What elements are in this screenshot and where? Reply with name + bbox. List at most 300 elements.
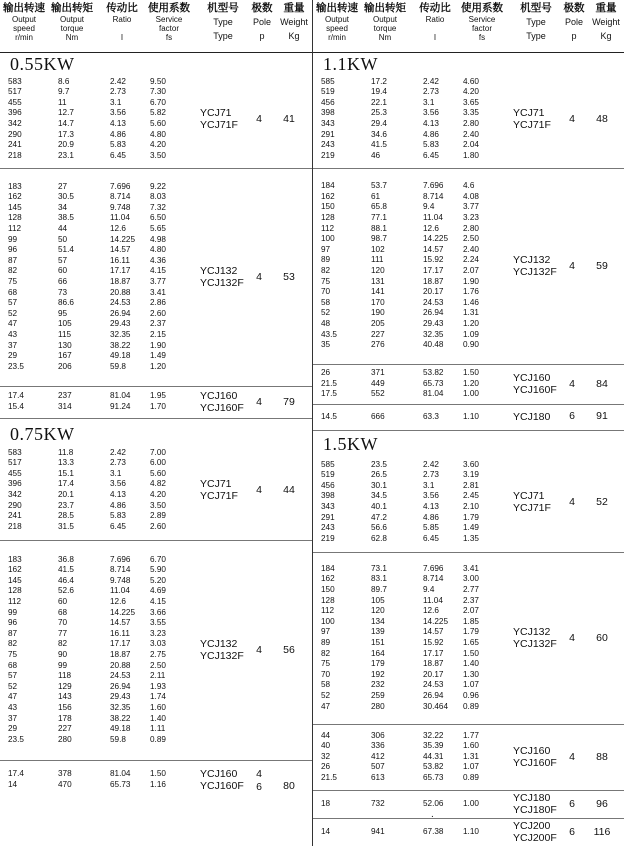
cell-ratio: 29.43 <box>110 319 131 329</box>
spec-block <box>0 168 312 387</box>
pole-value: 4 <box>256 644 262 656</box>
cell-speed: 43 <box>8 329 18 339</box>
cell-ratio: 14.57 <box>423 627 444 637</box>
cell-speed: 52 <box>8 308 18 318</box>
cell-torque: 179 <box>371 659 385 669</box>
type-secondary: YCJ71F <box>513 119 551 131</box>
cell-speed: 585 <box>321 459 335 469</box>
col-torque <box>58 391 72 412</box>
pole-value-secondary: 6 <box>256 780 262 793</box>
cell-speed: 26 <box>321 762 331 772</box>
cell-sf: 2.45 <box>463 491 479 501</box>
cell-ratio: 6.45 <box>110 521 126 531</box>
type-label <box>200 265 244 290</box>
cell-speed: 57 <box>8 298 18 308</box>
cell-torque: 11 <box>58 97 67 107</box>
header-ratio-zh: 传动比 <box>106 2 138 14</box>
col-ratio <box>423 460 439 545</box>
cell-sf: 1.93 <box>150 681 166 691</box>
cell-ratio: 7.696 <box>423 563 444 573</box>
cell-speed: 21.5 <box>321 378 337 388</box>
cell-torque: 276 <box>371 340 385 350</box>
cell-sf: 4.20 <box>150 140 166 150</box>
cell-sf: 5.20 <box>150 575 166 585</box>
cell-sf: 1.09 <box>463 329 479 339</box>
header-ratio <box>415 2 455 43</box>
cell-sf: 9.50 <box>150 76 166 86</box>
cell-ratio: 8.714 <box>110 192 131 202</box>
cell-ratio: 9.4 <box>423 202 435 212</box>
cell-ratio: 6.45 <box>110 150 126 160</box>
col-sf <box>150 77 166 162</box>
cell-sf: 1.80 <box>463 150 479 160</box>
cell-speed: 517 <box>8 87 22 97</box>
header-torque-en2: torque <box>373 24 397 34</box>
cell-torque: 40.1 <box>371 501 387 511</box>
cell-sf: 3.55 <box>150 618 166 628</box>
pole-value: 4 <box>256 767 262 780</box>
col-torque <box>371 731 385 784</box>
cell-ratio: 44.31 <box>423 751 444 761</box>
cell-speed: 37 <box>8 713 18 723</box>
cell-ratio: 2.42 <box>423 459 439 469</box>
cell-torque: 12.7 <box>58 108 74 118</box>
cell-torque: 89.7 <box>371 584 387 594</box>
col-torque <box>58 555 74 746</box>
spec-block <box>0 760 312 800</box>
weight-value: 79 <box>283 396 295 408</box>
cell-speed: 14.5 <box>321 411 337 421</box>
cell-sf: 1.79 <box>463 512 479 522</box>
header-ratio-en1: Ratio <box>425 15 445 24</box>
cell-speed: 583 <box>8 447 22 457</box>
cell-sf: 0.96 <box>463 690 479 700</box>
cell-speed: 23.5 <box>8 734 24 744</box>
cell-speed: 456 <box>321 97 335 107</box>
cell-torque: 732 <box>371 798 385 808</box>
cell-torque: 237 <box>58 391 72 401</box>
cell-torque: 22.1 <box>371 97 387 107</box>
col-ratio <box>423 564 448 712</box>
cell-speed: 70 <box>321 287 331 297</box>
cell-ratio: 11.04 <box>110 213 130 223</box>
cell-ratio: 2.73 <box>110 458 126 468</box>
cell-sf: 5.60 <box>150 118 166 128</box>
cell-torque: 70 <box>58 618 68 628</box>
pole-value: 4 <box>256 396 262 408</box>
cell-speed: 162 <box>8 565 22 575</box>
header-sf-unit: fs <box>165 33 173 43</box>
cell-ratio: 24.53 <box>423 680 444 690</box>
cell-sf: 2.77 <box>463 584 479 594</box>
header-weight <box>277 2 311 43</box>
cell-torque: 412 <box>371 751 385 761</box>
header-pole <box>561 2 587 43</box>
cell-torque: 56.6 <box>371 523 387 533</box>
cell-sf: 2.37 <box>463 595 479 605</box>
cell-torque: 36.8 <box>58 554 74 564</box>
type-primary: YCJ132 <box>513 253 551 266</box>
cell-sf: 1.20 <box>463 378 479 388</box>
cell-ratio: 29.43 <box>110 692 131 702</box>
type-primary: YCJ71 <box>513 489 545 502</box>
type-label <box>200 478 238 503</box>
header-pole <box>249 2 275 43</box>
cell-ratio: 81.04 <box>423 389 444 399</box>
cell-ratio: 4.13 <box>110 118 126 128</box>
cell-torque: 280 <box>58 734 72 744</box>
cell-speed: 99 <box>8 234 18 244</box>
header-weight <box>589 2 623 43</box>
cell-ratio: 15.92 <box>423 637 444 647</box>
spec-block <box>313 168 624 365</box>
cell-sf: 1.11 <box>150 724 166 734</box>
cell-torque: 105 <box>58 319 72 329</box>
cell-speed: 162 <box>8 192 22 202</box>
type-primary: YCJ132 <box>200 264 238 277</box>
cell-speed: 89 <box>321 255 331 265</box>
cell-torque: 105 <box>371 595 385 605</box>
cell-speed: 112 <box>321 606 335 616</box>
header-pole-unit: p <box>259 31 265 41</box>
pole-value: 4 <box>569 113 575 125</box>
cell-sf: 1.46 <box>463 297 479 307</box>
cell-sf: 1.74 <box>150 692 166 702</box>
cell-ratio: 53.82 <box>423 762 444 772</box>
header-speed-zh: 输出转速 <box>3 2 45 14</box>
type-label <box>513 820 557 845</box>
cell-sf: 0.89 <box>150 734 166 744</box>
cell-ratio: 3.56 <box>423 108 439 118</box>
cell-ratio: 17.17 <box>110 266 131 276</box>
cell-torque: 28.5 <box>58 511 74 521</box>
cell-ratio: 4.13 <box>423 501 439 511</box>
header-torque-unit: Nm <box>378 33 392 43</box>
cell-torque: 41.5 <box>58 565 74 575</box>
cell-speed: 162 <box>321 574 335 584</box>
cell-ratio: 32.35 <box>110 329 131 339</box>
weight-value: 53 <box>283 271 295 283</box>
cell-torque: 314 <box>58 401 72 411</box>
cell-speed: 58 <box>321 680 331 690</box>
col-sf <box>150 769 166 790</box>
pole-value: 4 <box>569 632 575 644</box>
spec-block <box>313 404 624 431</box>
header-weight-zh: 重量 <box>283 2 305 14</box>
pole-value: 4 <box>256 113 262 125</box>
cell-sf: 1.31 <box>463 751 479 761</box>
cell-sf: 4.6 <box>463 181 475 191</box>
cell-speed: 97 <box>321 627 331 637</box>
cell-sf: 3.77 <box>150 276 166 286</box>
cell-sf: 4.15 <box>150 266 166 276</box>
col-speed <box>321 731 337 784</box>
cell-torque: 613 <box>371 772 385 782</box>
pole-value: 4 <box>569 378 575 390</box>
col-torque <box>371 799 385 810</box>
cell-speed: 583 <box>8 76 22 86</box>
col-torque <box>371 181 387 351</box>
col-torque <box>371 368 385 400</box>
cell-ratio: 3.56 <box>110 479 126 489</box>
cell-speed: 75 <box>321 659 331 669</box>
col-speed <box>8 77 22 162</box>
cell-torque: 66 <box>58 276 68 286</box>
cell-torque: 280 <box>371 701 385 711</box>
col-ratio <box>110 391 131 412</box>
cell-torque: 170 <box>371 297 385 307</box>
cell-torque: 111 <box>371 255 384 265</box>
type-primary: YCJ132 <box>513 625 551 638</box>
header-service-factor <box>459 2 505 43</box>
cell-ratio: 26.94 <box>423 308 444 318</box>
col-torque <box>58 769 72 790</box>
cell-sf: 3.23 <box>150 628 166 638</box>
cell-sf: 1.90 <box>463 276 479 286</box>
cell-torque: 60 <box>58 596 68 606</box>
cell-speed: 32 <box>321 751 331 761</box>
cell-torque: 77 <box>58 628 68 638</box>
cell-torque: 26.5 <box>371 470 387 480</box>
cell-ratio: 63.3 <box>423 411 439 421</box>
cell-speed: 100 <box>321 234 335 244</box>
cell-speed: 396 <box>8 108 22 118</box>
cell-speed: 342 <box>8 489 22 499</box>
cell-speed: 43.5 <box>321 329 337 339</box>
cell-sf: 1.60 <box>150 702 166 712</box>
cell-speed: 17.4 <box>8 391 24 401</box>
cell-speed: 455 <box>8 468 22 478</box>
cell-speed: 585 <box>321 76 335 86</box>
cell-speed: 290 <box>8 500 22 510</box>
header-speed <box>315 2 359 43</box>
cell-ratio: 3.1 <box>110 97 122 107</box>
cell-speed: 75 <box>8 276 18 286</box>
cell-sf: 2.89 <box>150 511 166 521</box>
cell-sf: 7.32 <box>150 202 166 212</box>
header-ratio-en1: Ratio <box>112 15 132 24</box>
cell-torque: 8.6 <box>58 76 70 86</box>
cell-sf: 4.20 <box>150 489 166 499</box>
section-title: 1.1KW <box>323 54 378 74</box>
cell-torque: 27 <box>58 181 68 191</box>
col-torque <box>58 448 74 533</box>
cell-sf: 2.50 <box>463 234 479 244</box>
type-primary: YCJ180 <box>513 791 551 804</box>
cell-torque: 9.7 <box>58 87 70 97</box>
type-secondary: YCJ132F <box>200 277 244 289</box>
cell-sf: 4.80 <box>150 129 166 139</box>
cell-torque: 57 <box>58 255 68 265</box>
section-title: 1.5KW <box>323 434 378 454</box>
spec-block <box>313 790 624 819</box>
header-sf-zh: 使用系数 <box>148 2 190 14</box>
cell-torque: 552 <box>371 389 385 399</box>
spec-block <box>313 364 624 405</box>
type-label <box>200 638 244 663</box>
cell-sf: 4.36 <box>150 255 166 265</box>
stray-dot: . <box>431 808 434 820</box>
cell-sf: 1.00 <box>463 798 479 808</box>
header-type-zh: 机型号 <box>520 2 552 14</box>
cell-torque: 115 <box>58 329 72 339</box>
spec-block <box>313 452 624 553</box>
cell-ratio: 4.86 <box>110 129 126 139</box>
cell-sf: 1.95 <box>150 391 166 401</box>
cell-ratio: 91.24 <box>110 401 131 411</box>
weight-value: 60 <box>596 632 608 644</box>
col-ratio <box>423 368 444 400</box>
col-speed <box>321 827 330 838</box>
header-torque-zh: 输出转矩 <box>51 2 93 14</box>
col-ratio <box>423 731 444 784</box>
cell-ratio: 20.17 <box>423 287 444 297</box>
cell-torque: 88.1 <box>371 223 387 233</box>
cell-sf: 5.90 <box>150 565 166 575</box>
cell-torque: 82 <box>58 639 68 649</box>
spec-block <box>313 70 624 169</box>
cell-torque: 470 <box>58 779 72 789</box>
weight-value: 84 <box>596 378 608 390</box>
cell-speed: 519 <box>321 470 335 480</box>
cell-sf: 1.50 <box>463 368 479 378</box>
cell-torque: 46.4 <box>58 575 74 585</box>
cell-speed: 243 <box>321 140 335 150</box>
cell-ratio: 32.35 <box>423 329 444 339</box>
cell-sf: 1.49 <box>463 523 479 533</box>
cell-speed: 14 <box>8 779 18 789</box>
cell-sf: 1.77 <box>463 730 479 740</box>
col-torque <box>58 182 74 373</box>
cell-ratio: 65.73 <box>423 772 444 782</box>
weight-value: 41 <box>283 113 295 125</box>
cell-speed: 128 <box>8 586 22 596</box>
cell-torque: 227 <box>371 329 385 339</box>
cell-ratio: 24.53 <box>110 671 131 681</box>
weight-value: 88 <box>596 751 608 763</box>
header-sf-en1: Service <box>155 15 183 24</box>
type-label <box>513 411 550 424</box>
header-sf-unit: fs <box>478 33 486 43</box>
cell-speed: 52 <box>321 690 331 700</box>
cell-torque: 156 <box>58 702 72 712</box>
cell-ratio: 32.22 <box>423 730 444 740</box>
header-speed-unit: r/min <box>15 33 33 43</box>
cell-ratio: 16.11 <box>110 255 130 265</box>
cell-torque: 134 <box>371 616 385 626</box>
cell-torque: 131 <box>371 276 385 286</box>
header-ratio-unit: I <box>120 33 124 43</box>
cell-sf: 0.90 <box>463 340 479 350</box>
cell-speed: 43 <box>8 702 18 712</box>
cell-torque: 167 <box>58 351 72 361</box>
col-sf <box>150 448 166 533</box>
cell-sf: 1.49 <box>150 351 166 361</box>
col-speed <box>321 77 335 162</box>
cell-torque: 139 <box>371 627 385 637</box>
weight-value: 44 <box>283 484 295 496</box>
col-sf <box>150 391 166 412</box>
cell-sf: 4.15 <box>150 596 166 606</box>
cell-ratio: 5.85 <box>423 523 439 533</box>
cell-speed: 291 <box>321 512 335 522</box>
header-pole-unit: p <box>571 31 577 41</box>
col-speed <box>8 555 24 746</box>
cell-sf: 3.66 <box>150 607 166 617</box>
cell-speed: 87 <box>8 628 18 638</box>
cell-sf: 3.65 <box>463 97 479 107</box>
cell-sf: 4.20 <box>463 87 479 97</box>
cell-speed: 219 <box>321 533 335 543</box>
cell-speed: 183 <box>8 554 22 564</box>
weight-value: 80 <box>283 780 295 792</box>
cell-ratio: 14.57 <box>110 618 131 628</box>
cell-speed: 58 <box>321 297 331 307</box>
type-secondary: YCJ160F <box>200 402 244 414</box>
cell-ratio: 11.04 <box>110 586 130 596</box>
cell-speed: 82 <box>321 648 331 658</box>
cell-sf: 1.07 <box>463 680 479 690</box>
col-sf <box>463 460 479 545</box>
cell-torque: 34.5 <box>371 491 387 501</box>
cell-ratio: 3.56 <box>423 491 439 501</box>
cell-speed: 241 <box>8 140 22 150</box>
cell-torque: 14.7 <box>58 118 74 128</box>
cell-torque: 190 <box>371 308 385 318</box>
cell-torque: 666 <box>371 411 385 421</box>
cell-ratio: 17.17 <box>110 639 131 649</box>
header-type-zh: 机型号 <box>207 2 239 14</box>
type-primary: YCJ200 <box>513 819 551 832</box>
col-speed <box>8 391 24 412</box>
weight-value: 56 <box>283 644 295 656</box>
cell-ratio: 2.42 <box>110 447 126 457</box>
cell-torque: 164 <box>371 648 385 658</box>
cell-torque: 227 <box>58 724 72 734</box>
cell-sf: 5.65 <box>150 223 166 233</box>
type-label <box>513 626 557 651</box>
type-secondary: YCJ132F <box>200 650 244 662</box>
col-sf <box>463 77 479 162</box>
cell-speed: 40 <box>321 741 331 751</box>
cell-ratio: 11.04 <box>423 595 443 605</box>
cell-sf: 3.03 <box>150 639 166 649</box>
cell-torque: 99 <box>58 660 68 670</box>
cell-ratio: 8.714 <box>423 191 444 201</box>
cell-ratio: 30.464 <box>423 701 449 711</box>
cell-ratio: 40.48 <box>423 340 444 350</box>
cell-sf: 2.37 <box>150 319 166 329</box>
header-weight-en1: Weight <box>592 17 620 27</box>
cell-speed: 398 <box>321 491 335 501</box>
type-label <box>513 792 557 817</box>
type-secondary: YCJ132F <box>513 266 557 278</box>
cell-speed: 183 <box>8 181 22 191</box>
cell-ratio: 26.94 <box>110 681 131 691</box>
cell-torque: 51.4 <box>58 245 74 255</box>
cell-sf: 2.11 <box>150 671 166 681</box>
col-ratio <box>423 799 444 810</box>
col-ratio <box>110 448 126 533</box>
col-ratio <box>423 412 439 423</box>
cell-ratio: 6.45 <box>423 150 439 160</box>
type-secondary: YCJ160F <box>513 757 557 769</box>
cell-sf: 2.40 <box>463 129 479 139</box>
cell-ratio: 14.57 <box>423 244 444 254</box>
cell-sf: 3.60 <box>463 459 479 469</box>
cell-sf: 4.08 <box>463 191 479 201</box>
spec-block <box>0 540 312 761</box>
